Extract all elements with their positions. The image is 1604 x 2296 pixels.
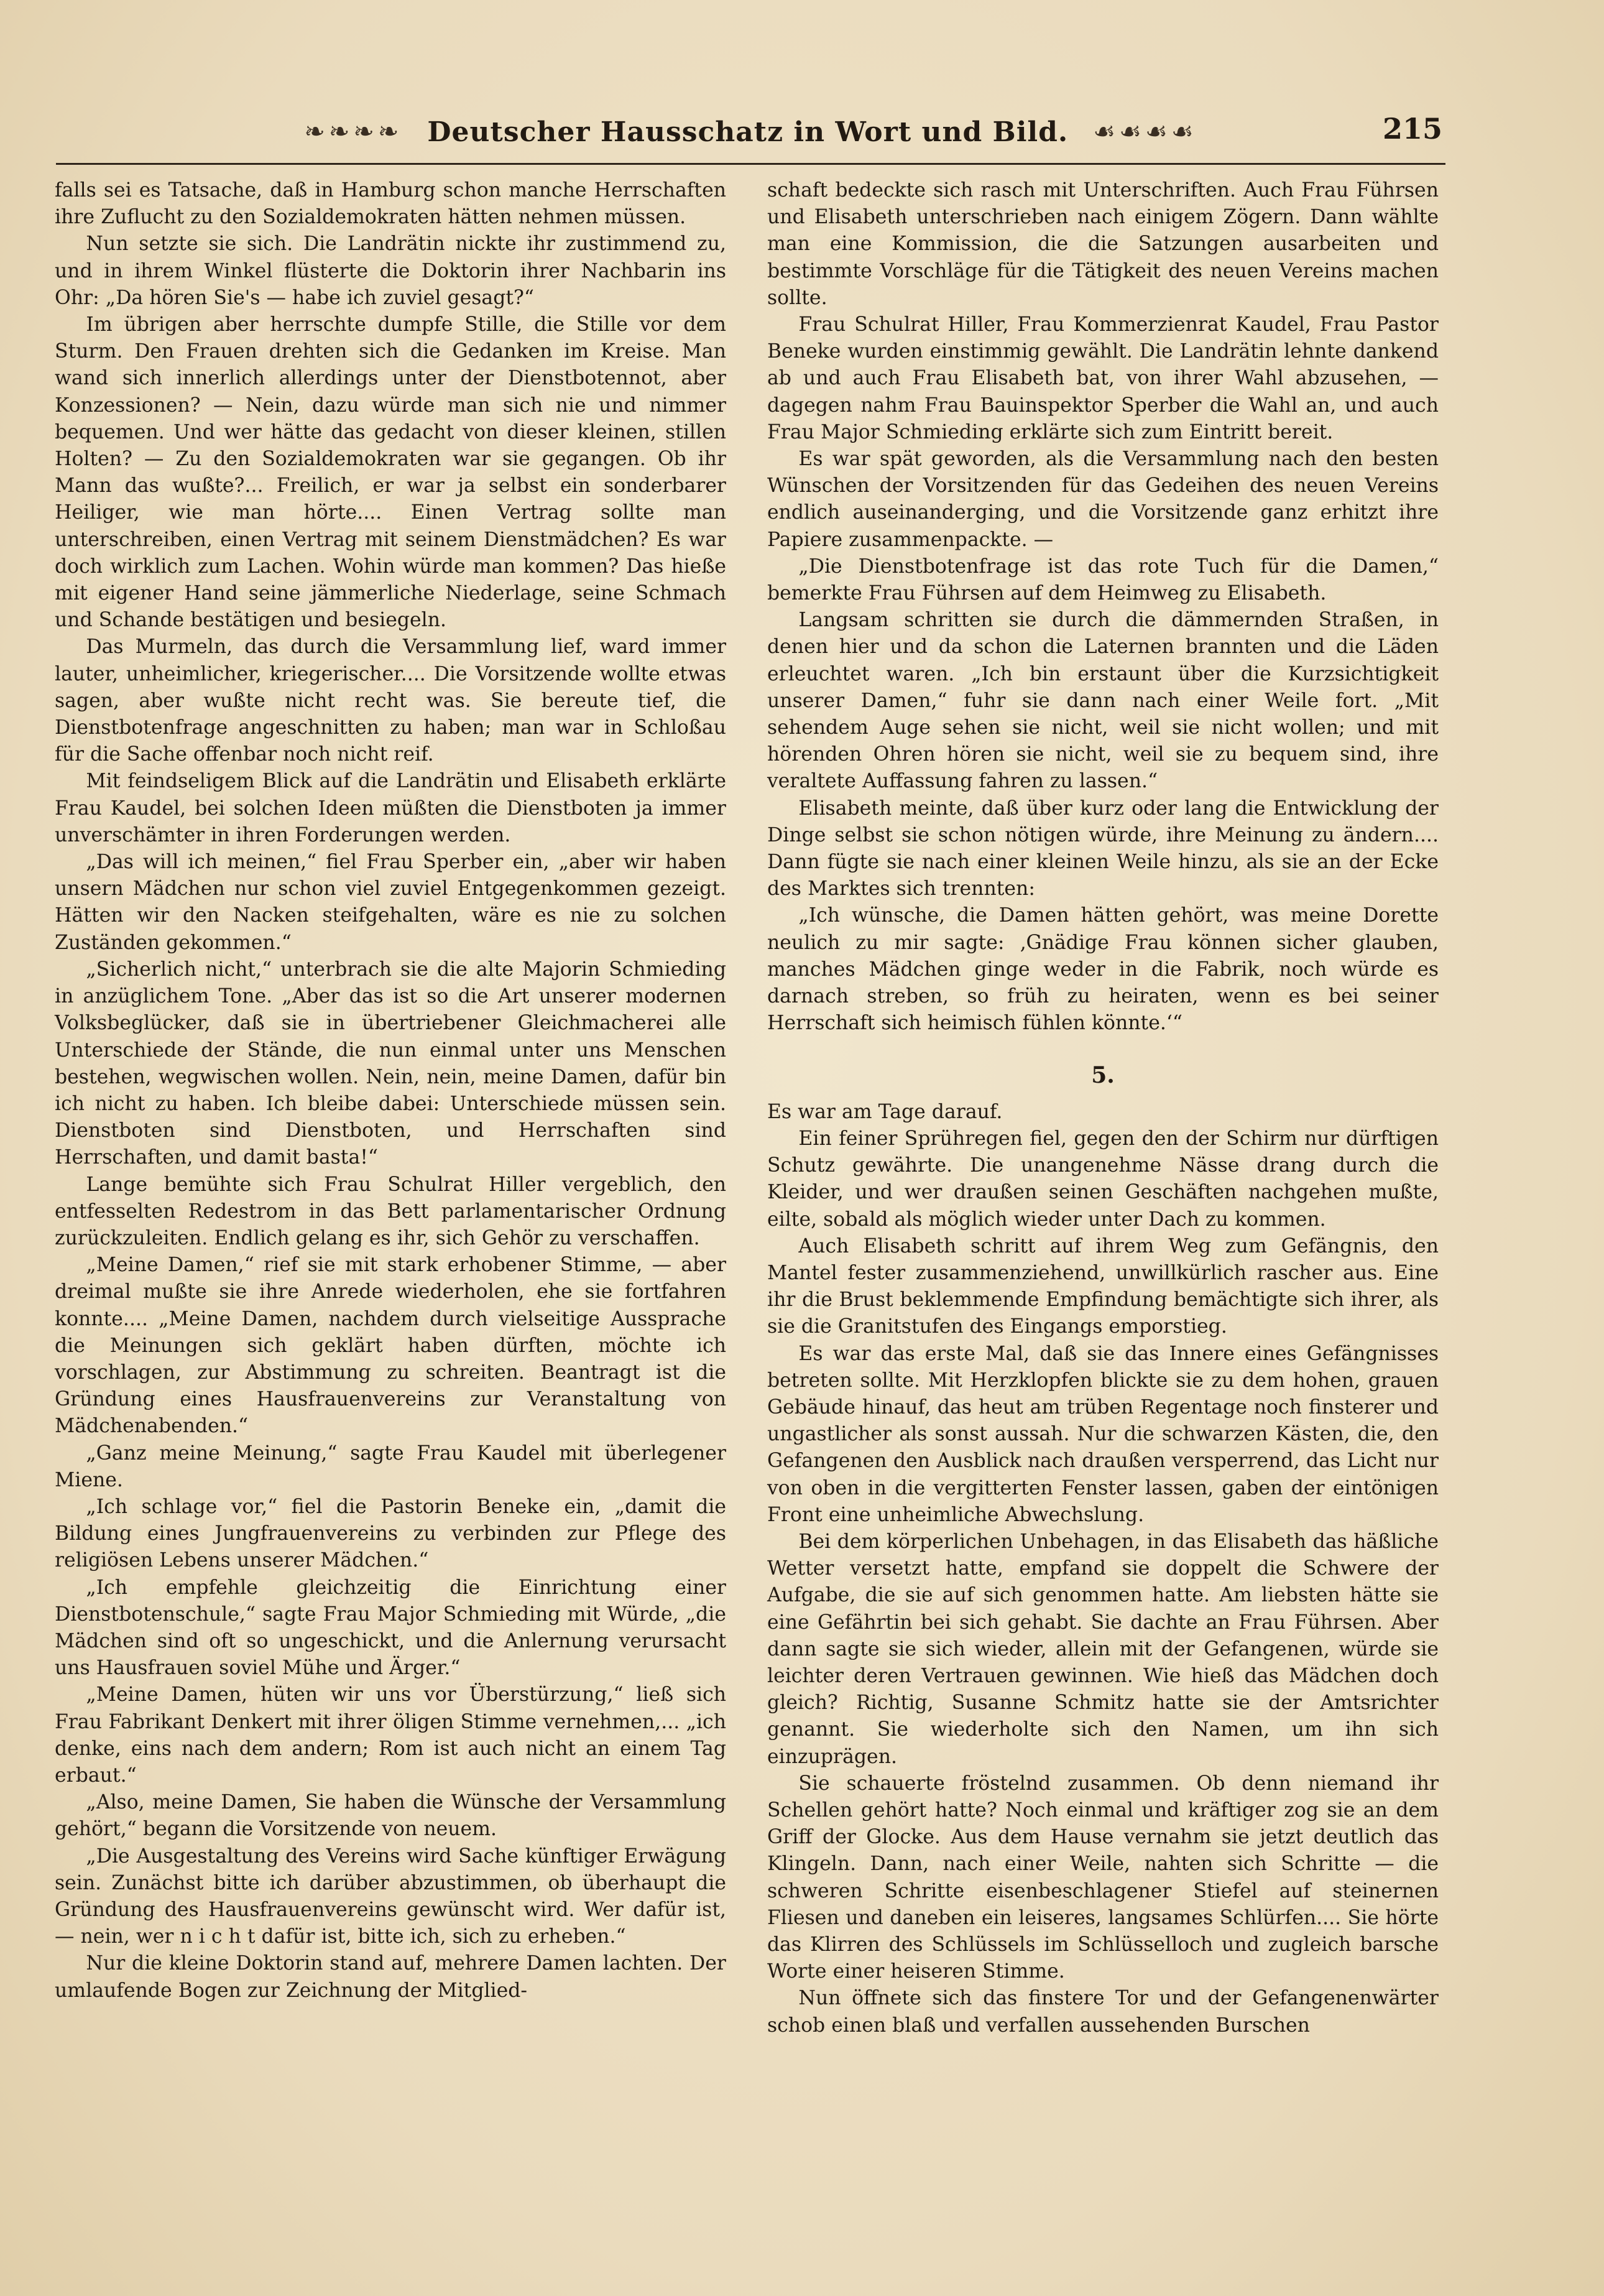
paragraph: Das Murmeln, das durch die Versammlung lief, ward immer lauter, unheimlicher, kriegerischer.... Die Vorsitzende wollte etwas sagen, aber wußte nicht recht was. Sie bereute tief, die Dienstbotenfrage angeschnitten zu haben; man war in Schloßau für die Sache offenbar noch nicht reif. xyxy=(55,636,726,766)
page-number: 215 xyxy=(1382,112,1442,146)
paragraph: Nur die kleine Doktorin stand auf, mehrere Damen lachten. Der umlaufende Bogen zur Zeichnung der Mitglied- xyxy=(55,1952,726,2002)
paragraph: „Ganz meine Meinung,“ sagte Frau Kaudel mit überlegener Miene. xyxy=(55,1442,726,1491)
running-title: Deutscher Hausschatz in Wort und Bild. xyxy=(427,116,1069,148)
paragraph: schaft bedeckte sich rasch mit Unterschriften. Auch Frau Führsen und Elisabeth unterschrieben nach einigem Zögern. Dann wählte man eine Kommission, die die Satzungen ausarbeiten und bestimmte Vorschläge für die Tätigkeit des neuen Vereins machen sollte. xyxy=(767,179,1439,309)
paragraph: Es war das erste Mal, daß sie das Innere eines Gefängnisses betreten sollte. Mit Herzklopfen blickte sie zu dem hohen, grauen Gebäude hinauf, das heut am trüben Regentage noch finsterer und ungastlicher als sonst aussah. Nur die schwarzen Kästen, die, den Gefangenen den Ausblick nach draußen versperrend, das Licht nur von oben in die vergitterten Fenster lassen, gaben der eintönigen Front eine unheimliche Abwechslung. xyxy=(767,1342,1439,1526)
header-ornament-right: ☙☙☙☙ xyxy=(1093,118,1197,146)
paragraph: Frau Schulrat Hiller, Frau Kommerzienrat Kaudel, Frau Pastor Beneke wurden einstimmig gewählt. Die Landrätin lehnte dankend ab und auch Frau Elisabeth bat, von ihrer Wahl abzusehen, — dagegen nahm Frau Bauinspektor Sperber die Wahl an, und auch Frau Major Schmieding erklärte sich zum Eintritt bereit. xyxy=(767,313,1439,443)
left-column xyxy=(55,177,726,2004)
paragraph: „Das will ich meinen,“ fiel Frau Sperber ein, „aber wir haben unsern Mädchen nur schon viel zuviel Entgegenkommen gezeigt. Hätten wir den Nacken steifgehalten, wäre es nie zu solchen Zuständen gekommen.“ xyxy=(55,851,726,954)
paragraph: „Meine Damen, hüten wir uns vor Überstürzung,“ ließ sich Frau Fabrikant Denkert mit ihrer öligen Stimme vernehmen,... „ich denke, eins nach dem andern; Rom ist auch nicht an einem Tag erbaut.“ xyxy=(55,1683,726,1787)
section-number: 5. xyxy=(1091,1062,1115,1088)
header-ornament-left: ❧❧❧❧ xyxy=(304,118,403,146)
paragraph: „Sicherlich nicht,“ unterbrach sie die alte Majorin Schmieding in anzüglichem Tone. „Aber das ist so die Art unserer modernen Volksbeglücker, daß sie in übertriebener Gleichmacherei alle Unterschiede der Stände, die nun einmal unter uns Menschen bestehen, wegwischen wollen. Nein, nein, meine Damen, dafür bin ich nicht zu haben. Ich bleibe dabei: Unterschiede müssen sein. Dienstboten sind Dienstboten, und Herrschaften sind Herrschaften, und damit basta!“ xyxy=(55,958,726,1169)
paragraph: Es war spät geworden, als die Versammlung nach den besten Wünschen der Vorsitzenden für das Gedeihen des neuen Vereins endlich auseinanderging, und die Vorsitzende ganz erhitzt ihre Papiere zusammenpackte. — xyxy=(767,448,1439,551)
paragraph: „Ich schlage vor,“ fiel die Pastorin Beneke ein, „damit die Bildung eines Jungfrauenvereins zu verbinden zur Pflege des religiösen Lebens unserer Mädchen.“ xyxy=(55,1495,726,1572)
paragraph: falls sei es Tatsache, daß in Hamburg schon manche Herrschaften ihre Zuflucht zu den Sozialdemokraten hätten nehmen müssen. xyxy=(55,179,726,229)
paragraph: Im übrigen aber herrschte dumpfe Stille, die Stille vor dem Sturm. Den Frauen drehten sich die Gedanken im Kreise. Man wand sich innerlich allerdings unter der Dienstbotennot, aber Konzessionen? — Nein, dazu würde man sich nie und nimmer bequemen. Und wer hätte das gedacht von dieser kleinen, stillen Holten? — Zu den Sozialdemokraten war sie gegangen. Ob ihr Mann das wußte?... Freilich, er war ja selbst ein sonderbarer Heiliger, wie man hörte.... Einen Vertrag sollte man unterschreiben, einen Vertrag mit seinem Dienstmädchen? Es war doch wirklich zum Lachen. Wohin würde man kommen? Das hieße mit eigener Hand seine jämmerliche Niederlage, seine Schmach und Schande bestätigen und besiegeln. xyxy=(55,313,726,632)
right-column xyxy=(767,177,1439,2039)
paragraph: Nun setzte sie sich. Die Landrätin nickte ihr zustimmend zu, und in ihrem Winkel flüsterte die Doktorin ihrer Nachbarin ins Ohr: „Da hören Sie's — habe ich zuviel gesagt?“ xyxy=(55,233,726,309)
paragraph: „Also, meine Damen, Sie haben die Wünsche der Versammlung gehört,“ begann die Vorsitzende von neuem. xyxy=(55,1791,726,1841)
paragraph: „Die Dienstbotenfrage ist das rote Tuch für die Damen,“ bemerkte Frau Führsen auf dem Heimweg zu Elisabeth. xyxy=(767,555,1439,605)
paragraph: Bei dem körperlichen Unbehagen, in das Elisabeth das häßliche Wetter versetzt hatte, empfand sie doppelt die Schwere der Aufgabe, die sie auf sich genommen hatte. Am liebsten hätte sie eine Gefährtin bei sich gehabt. Sie dachte an Frau Führsen. Aber dann sagte sie sich wieder, allein mit der Gefangenen, würde sie leichter deren Vertrauen gewinnen. Wie hieß das Mädchen doch gleich? Richtig, Susanne Schmitz hatte sie der Amtsrichter genannt. Sie wiederholte sich den Namen, um ihn sich einzuprägen. xyxy=(767,1530,1439,1768)
paragraph: Auch Elisabeth schritt auf ihrem Weg zum Gefängnis, den Mantel fester zusammenziehend, unwillkürlich rascher aus. Eine ihr die Brust beklemmende Empfindung bemächtigte sich ihrer, als sie die Granitstufen des Eingangs emporstieg. xyxy=(767,1234,1439,1338)
paragraph: Lange bemühte sich Frau Schulrat Hiller vergeblich, den entfesselten Redestrom in das Bett parlamentarischer Ordnung zurückzuleiten. Endlich gelang es ihr, sich Gehör zu verschaffen. xyxy=(55,1173,726,1249)
paragraph: Nun öffnete sich das finstere Tor und der Gefangenenwärter schob einen blaß und verfallen aussehenden Burschen xyxy=(767,1987,1439,2037)
paragraph: „Die Ausgestaltung des Vereins wird Sache künftiger Erwägung sein. Zunächst bitte ich darüber abzustimmen, ob überhaupt die Gründung des Hausfrauenvereins gewünscht wird. Wer dafür ist, — nein, wer n i c h t dafür ist, bitte ich, sich zu erheben.“ xyxy=(55,1845,726,1948)
paragraph: Ein feiner Sprühregen fiel, gegen den der Schirm nur dürftigen Schutz gewährte. Die unangenehme Nässe drang durch die Kleider, und wer draußen seinen Geschäften nachgehen mußte, eilte, sobald als möglich wieder unter Dach zu kommen. xyxy=(767,1127,1439,1231)
page-header xyxy=(56,107,1445,157)
paragraph: Es war am Tage darauf. xyxy=(767,1100,1003,1123)
paragraph: Mit feindseligem Blick auf die Landrätin und Elisabeth erklärte Frau Kaudel, bei solchen Ideen müßten die Dienstboten ja immer unverschämter in ihren Forderungen werden. xyxy=(55,770,726,846)
paragraph: „Ich wünsche, die Damen hätten gehört, was meine Dorette neulich zu mir sagte: ‚Gnädige Frau können sicher glauben, manches Mädchen ginge weder in die Fabrik, noch würde es darnach streben, so früh zu heiraten, wenn es bei seiner Herrschaft sich heimisch fühlen könnte.‘“ xyxy=(767,904,1439,1035)
paragraph: Elisabeth meinte, daß über kurz oder lang die Entwicklung der Dinge selbst sie schon nötigen würde, ihre Meinung zu ändern.... Dann fügte sie nach einer kleinen Weile hinzu, als sie an der Ecke des Marktes sich trennten: xyxy=(767,797,1439,900)
paragraph: „Ich empfehle gleichzeitig die Einrichtung einer Dienstbotenschule,“ sagte Frau Major Schmieding mit Würde, „die Mädchen sind oft so ungeschickt, und die Anlernung verursacht uns Hausfrauen soviel Mühe und Ärger.“ xyxy=(55,1576,726,1680)
paragraph: „Meine Damen,“ rief sie mit stark erhobener Stimme, — aber dreimal mußte sie ihre Anrede wiederholen, ehe sie fortfahren konnte.... „Meine Damen, nachdem durch vielseitige Aussprache die Meinungen sich geklärt haben dürften, möchte ich vorschlagen, zur Abstimmung zu schreiten. Beantragt ist die Gründung eines Hausfrauenvereins zur Veranstaltung von Mädchenabenden.“ xyxy=(55,1254,726,1438)
header-rule xyxy=(56,163,1445,165)
paragraph: Langsam schritten sie durch die dämmernden Straßen, in denen hier und da schon die Laternen brannten und die Läden erleuchtet waren. „Ich bin erstaunt über die Kurzsichtigkeit unserer Damen,“ fuhr sie dann nach einer Weile fort. „Mit sehendem Auge sehen sie nicht, weil sie nicht wollen; und mit hörenden Ohren hören sie nicht, weil sie zu bequem sind, ihre veraltete Auffassung fahren zu lassen.“ xyxy=(767,609,1439,793)
paragraph: Sie schauerte fröstelnd zusammen. Ob denn niemand ihr Schellen gehört hatte? Noch einmal und kräftiger zog sie an dem Griff der Glocke. Aus dem Hause vernahm sie jetzt deutlich das Klingeln. Dann, nach einer Weile, nahten sich Schritte — die schweren Schritte eisenbeschlagener Stiefel auf steinernen Fliesen und daneben ein leiseres, langsames Schlürfen.... Sie hörte das Klirren des Schlüssels im Schlüsselloch und zugleich barsche Worte einer heiseren Stimme. xyxy=(767,1772,1439,1983)
